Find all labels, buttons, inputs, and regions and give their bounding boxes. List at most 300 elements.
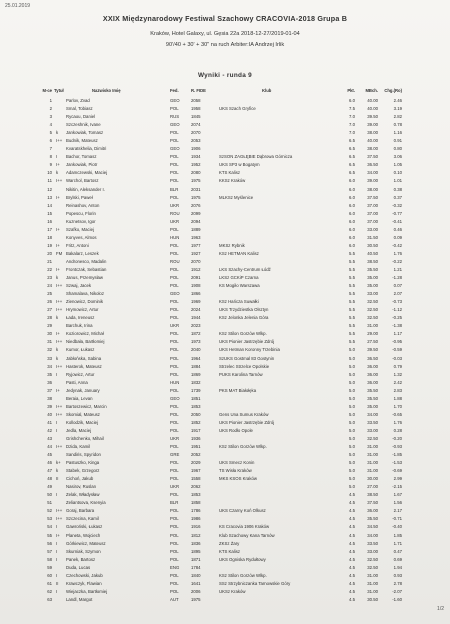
table-row (0, 346, 450, 354)
cell-bh: 30.00 (367, 476, 378, 482)
cell-pts: 5.5 (349, 291, 355, 297)
cell-fed: POL (170, 508, 179, 514)
cell-rank: 35 (47, 371, 52, 377)
cell-pts: 5.5 (349, 339, 355, 345)
table-row (0, 596, 450, 604)
cell-fed: POL (170, 130, 179, 136)
cell-fide: 2080 (191, 170, 201, 176)
cell-name: Zienowicz, Dominik (66, 299, 104, 305)
cell-pts: 6.5 (349, 170, 355, 176)
cell-name: Hrymowicz, Artur (66, 307, 99, 313)
cell-club: Gens Una Sumus Kraków (219, 411, 269, 417)
cell-name: Jankowiak, Piotr (66, 162, 98, 168)
cell-club: KTS Kalisz (219, 548, 241, 554)
table-row (0, 258, 450, 266)
cell-bh: 36.00 (367, 371, 378, 377)
cell-fed: POL (170, 548, 179, 554)
cell-fed: HUN (170, 234, 180, 240)
cell-fed: POL (170, 226, 179, 232)
cell-club: UKS Smecz Konin (219, 460, 255, 466)
cell-rank: 6 (49, 138, 52, 144)
cell-name: Reinashov, Anton (66, 202, 100, 208)
cell-pts: 6.5 (349, 162, 355, 168)
cell-rank: 47 (47, 468, 52, 474)
cell-fide: 1840 (191, 572, 201, 578)
cell-fide: 2091 (191, 275, 201, 281)
cell-name: Janus, Przemysław (66, 275, 104, 281)
cell-club: TS Wisła Kraków (219, 468, 252, 474)
table-row (0, 371, 450, 379)
cell-chg: 1.21 (393, 266, 402, 272)
table-row (0, 564, 450, 572)
cell-fed: POL (170, 162, 179, 168)
table-row (0, 177, 450, 185)
cell-chg: 0.07 (393, 283, 402, 289)
cell-chg: 1.56 (393, 500, 402, 506)
cell-name: Czechowski, Jakub (66, 572, 103, 578)
cell-fide: 1853 (191, 492, 201, 498)
cell-chg: 0.28 (393, 427, 402, 433)
table-row (0, 210, 450, 218)
cell-pts: 6.0 (349, 234, 355, 240)
cell-name: Pastuszko, Kinga (66, 460, 100, 466)
cell-rank: 57 (47, 548, 52, 554)
cell-pts: 5.0 (349, 411, 355, 417)
cell-name: Górkiewicz, Mateusz (66, 540, 106, 546)
cell-bh: 32.50 (367, 299, 378, 305)
cell-fed: POL (170, 138, 179, 144)
cell-fed: ENG (170, 564, 180, 570)
cell-pts: 5.0 (349, 347, 355, 353)
cell-chg: 2.78 (393, 580, 402, 586)
cell-fide: 2074 (191, 122, 201, 128)
cell-fide: 1927 (191, 250, 201, 256)
cell-chg: -1.12 (392, 307, 402, 313)
cell-rank: 20 (47, 250, 52, 256)
col-rank: M-ce (42, 88, 52, 93)
cell-rank: 38 (47, 395, 52, 401)
cell-rank: 2 (49, 106, 52, 112)
cell-bh: 38.00 (367, 146, 378, 152)
cell-bh: 37.00 (367, 210, 378, 216)
cell-rank: 29 (47, 323, 52, 329)
cell-chg: 1.32 (393, 371, 402, 377)
cell-title: I (56, 154, 58, 160)
cell-fide: 1812 (191, 532, 201, 538)
table-row (0, 588, 450, 596)
col-name: Nazwisko Imię (92, 88, 121, 93)
cell-fed: POL (170, 283, 179, 289)
cell-chg: 1.94 (393, 564, 402, 570)
cell-pts: 5.0 (349, 387, 355, 393)
cell-club: UKS Ogniska Rydułtowy (219, 556, 266, 562)
cell-club: UKSz Kraków (219, 588, 246, 594)
table-row (0, 145, 450, 153)
cell-name: Beraia, Levan (66, 395, 93, 401)
cell-pts: 4.5 (349, 548, 355, 554)
cell-rank: 48 (47, 476, 52, 482)
table-row (0, 532, 450, 540)
cell-name: Goraj, Barbara (66, 508, 95, 514)
cell-fide: 2076 (191, 202, 201, 208)
cell-fide: 2024 (191, 307, 201, 313)
cell-name: Kumor, Łukasz (66, 347, 95, 353)
cell-fed: BLR (170, 500, 179, 506)
cell-rank: 5 (49, 130, 52, 136)
cell-pts: 5.0 (349, 476, 355, 482)
cell-rank: 30 (47, 331, 52, 337)
cell-club: UKS Rodło Opole (219, 427, 253, 433)
cell-title: I (56, 492, 58, 498)
cell-club: KSz Hańcza Suwałki (219, 299, 259, 305)
cell-bh: 32.50 (367, 435, 378, 441)
cell-fide: 2031 (191, 186, 201, 192)
cell-bh: 36.00 (367, 508, 378, 514)
cell-fed: POL (170, 315, 179, 321)
cell-rank: 33 (47, 355, 52, 361)
cell-fide: 1975 (191, 178, 201, 184)
cell-bh: 31.00 (367, 588, 378, 594)
cell-name: Planeta, Wojciech (66, 532, 101, 538)
cell-rank: 44 (47, 444, 52, 450)
cell-title: I++ (56, 307, 63, 313)
cell-fide: 2006 (191, 588, 201, 594)
cell-bh: 35.00 (367, 403, 378, 409)
col-chg: Chg.(Ro) (384, 88, 402, 93)
cell-rank: 17 (47, 226, 52, 232)
table-row (0, 314, 450, 322)
table-row (0, 467, 450, 475)
cell-fed: POL (170, 194, 179, 200)
cell-chg: 1.76 (393, 250, 402, 256)
cell-fed: POL (170, 427, 179, 433)
cell-name: Skomial, Mateusz (66, 411, 100, 417)
cell-chg: -2.15 (392, 484, 402, 490)
cell-name: Warchol, Bartosz (66, 178, 99, 184)
table-row (0, 491, 450, 499)
cell-bh: 33.00 (367, 226, 378, 232)
cell-chg: 0.78 (393, 122, 402, 128)
cell-name: Nasirov, Ruslan (66, 484, 97, 490)
cell-chg: 3.06 (393, 154, 402, 160)
table-row (0, 226, 450, 234)
cell-pts: 5.5 (349, 307, 355, 313)
cell-fide: 1934 (191, 154, 201, 160)
cell-fide: 1964 (191, 355, 201, 361)
cell-chg: 2.99 (393, 476, 402, 482)
cell-rank: 4 (49, 122, 52, 128)
cell-chg: -0.93 (392, 444, 402, 450)
cell-chg: 3.19 (393, 106, 402, 112)
cell-rank: 3 (49, 114, 52, 120)
table-row (0, 483, 450, 491)
cell-fed: POL (170, 540, 179, 546)
cell-name: Jedla, Maciej (66, 427, 92, 433)
cell-bh: 33.00 (367, 427, 378, 433)
cell-bh: 29.00 (367, 331, 378, 337)
table-row (0, 161, 450, 169)
table-row (0, 572, 450, 580)
cell-rank: 14 (47, 202, 52, 208)
cell-rank: 49 (47, 484, 52, 490)
cell-fide: 1973 (191, 339, 201, 345)
cell-rank: 13 (47, 194, 52, 200)
cell-fide: 1967 (191, 468, 201, 474)
table-row (0, 298, 450, 306)
cell-bh: 37.00 (367, 218, 378, 224)
cell-name: Fritz, Antoni (66, 242, 89, 248)
cell-rank: 46 (47, 460, 52, 466)
cell-chg: -1.60 (392, 596, 402, 602)
cell-bh: 37.50 (367, 154, 378, 160)
cell-rank: 36 (47, 379, 52, 385)
cell-fide: 2052 (191, 452, 201, 458)
table-row (0, 202, 450, 210)
cell-pts: 7.0 (349, 114, 355, 120)
cell-club: Strzelec Strzelce Opolskie (219, 363, 270, 369)
cell-bh: 32.50 (367, 564, 378, 570)
cell-bh: 34.00 (367, 170, 378, 176)
cell-club: LKS Szachy-Centrum Łódź (219, 266, 271, 272)
cell-fed: UKR (170, 218, 180, 224)
cell-title: I++ (56, 403, 63, 409)
cell-title: I+ (56, 194, 60, 200)
table-row (0, 515, 450, 523)
cell-pts: 4.5 (349, 588, 355, 594)
table-row (0, 290, 450, 298)
cell-bh: 33.00 (367, 291, 378, 297)
cell-name: Adamczewski, Maciej (66, 170, 108, 176)
cell-rank: 40 (47, 411, 52, 417)
cell-bh: 30.50 (367, 596, 378, 602)
cell-rank: 22 (47, 266, 52, 272)
cell-bh: 38.50 (367, 492, 378, 498)
cell-fide: 1852 (191, 419, 201, 425)
cell-fide: 1916 (191, 524, 201, 530)
cell-bh: 31.00 (367, 468, 378, 474)
cell-fed: BLR (170, 186, 179, 192)
table-row (0, 411, 450, 419)
cell-pts: 5.5 (349, 331, 355, 337)
cell-club: KKSz Kraków (219, 178, 246, 184)
cell-pts: 5.0 (349, 452, 355, 458)
cell-pts: 6.0 (349, 218, 355, 224)
cell-chg: -0.59 (392, 347, 402, 353)
col-title: Tytuł (54, 88, 64, 93)
cell-rank: 8 (49, 154, 52, 160)
cell-pts: 6.0 (349, 186, 355, 192)
cell-pts: 6.5 (349, 146, 355, 152)
cell-pts: 4.5 (349, 572, 355, 578)
cell-title: I+ (56, 331, 60, 337)
cell-fide: 2094 (191, 218, 201, 224)
cell-fed: GEO (170, 122, 180, 128)
cell-pts: 4.5 (349, 524, 355, 530)
cell-chg: -2.07 (392, 588, 402, 594)
cell-name: Smal, Tobiasz (66, 106, 93, 112)
cell-club: KSz Jelonka Jelenia Góra (219, 315, 269, 321)
cell-bh: 35.00 (367, 283, 378, 289)
cell-club: UKS Czarny Koń Olkusz (219, 508, 266, 514)
cell-rank: 28 (47, 315, 52, 321)
cell-bh: 34.50 (367, 524, 378, 530)
cell-fed: GEO (170, 291, 180, 297)
cell-fed: GEO (170, 146, 180, 152)
cell-fide: 1871 (191, 556, 201, 562)
cell-rank: 34 (47, 363, 52, 369)
cell-fed: POL (170, 444, 179, 450)
cell-name: Jabłońska, Sabina (66, 355, 102, 361)
cell-fed: UKR (170, 435, 180, 441)
cell-title: I++ (56, 516, 63, 522)
cell-name: Popescu, Florin (66, 210, 96, 216)
cell-fed: GEO (170, 98, 180, 103)
cell-chg: 1.67 (393, 492, 402, 498)
cell-name: Landl, Margot (66, 596, 93, 602)
cell-club: PKS MAT Białołęka (219, 387, 257, 393)
cell-fide: 1558 (191, 476, 201, 482)
cell-chg: -0.22 (392, 258, 402, 264)
cell-pts: 5.0 (349, 427, 355, 433)
cell-chg: 1.71 (393, 540, 402, 546)
cell-rank: 55 (47, 532, 52, 538)
cell-fide: 1977 (191, 242, 201, 248)
cell-fed: POL (170, 331, 179, 337)
cell-bh: 32.50 (367, 307, 378, 313)
cell-bh: 38.50 (367, 258, 378, 264)
cell-fide: 1851 (191, 395, 201, 401)
cell-bh: 39.00 (367, 178, 378, 184)
cell-name: Brylski, Paweł (66, 194, 93, 200)
cell-bh: 31.00 (367, 444, 378, 450)
cell-club: MKSz Rybnik (219, 242, 245, 248)
cell-fide: 1951 (191, 444, 201, 450)
cell-club: LKSz GCKiP Czarna (219, 275, 259, 281)
cell-bh: 35.00 (367, 275, 378, 281)
cell-fide: 2062 (191, 484, 201, 490)
cell-pts: 4.5 (349, 596, 355, 602)
cell-bh: 39.00 (367, 122, 378, 128)
cell-rank: 41 (47, 419, 52, 425)
cell-name: Jankowiak, Tomasz (66, 130, 104, 136)
cell-title: I++ (56, 411, 63, 417)
cell-name: Budnik, Mateusz (66, 138, 98, 144)
cell-fed: POL (170, 419, 179, 425)
cell-club: UKS Hetman Koronny Trzebinia (219, 347, 280, 353)
cell-rank: 16 (47, 218, 52, 224)
cell-fide: 2058 (191, 98, 201, 103)
cell-chg: -0.42 (392, 242, 402, 248)
cell-bh: 40.00 (367, 138, 378, 144)
cell-name: Barchuk, Irina (66, 323, 93, 329)
cell-fed: POL (170, 178, 179, 184)
cell-fed: POL (170, 556, 179, 562)
cell-pts: 5.0 (349, 444, 355, 450)
table-row (0, 330, 450, 338)
cell-fed: POL (170, 468, 179, 474)
cell-fed: POL (170, 299, 179, 305)
cell-title: I+ (56, 266, 60, 272)
cell-name: Frontczak, Sebastian (66, 266, 107, 272)
cell-fed: POL (170, 307, 179, 313)
cell-bh: 31.50 (367, 234, 378, 240)
cell-fide: 2023 (191, 323, 201, 329)
cell-title: I++ (56, 138, 63, 144)
cell-rank: 21 (47, 258, 52, 264)
table-row (0, 169, 450, 177)
cell-pts: 5.0 (349, 379, 355, 385)
cell-fide: 2070 (191, 130, 201, 136)
cell-bh: 33.50 (367, 540, 378, 546)
cell-title: I (56, 540, 58, 546)
cell-fed: POL (170, 572, 179, 578)
cell-fed: UKR (170, 202, 180, 208)
cell-club: ZKSz Żary (219, 540, 240, 546)
cell-chg: -0.73 (392, 299, 402, 305)
cell-bh: 40.00 (367, 98, 378, 103)
cell-title: k (56, 468, 59, 474)
cell-pts: 5.0 (349, 363, 355, 369)
cell-bh: 32.50 (367, 315, 378, 321)
cell-rank: 43 (47, 435, 52, 441)
cell-fide: 1908 (191, 283, 201, 289)
cell-chg: -0.32 (392, 202, 402, 208)
cell-chg: 0.09 (393, 234, 402, 240)
cell-pts: 5.0 (349, 484, 355, 490)
cell-name: Jedynak, January (66, 387, 100, 393)
cell-fed: AUT (170, 596, 179, 602)
cell-fide: 1786 (191, 508, 201, 514)
cell-club: KSz HETMAN Kalisz (219, 250, 259, 256)
cell-pts: 5.5 (349, 250, 355, 256)
cell-rank: 50 (47, 492, 52, 498)
cell-pts: 4.5 (349, 516, 355, 522)
cell-pts: 4.5 (349, 500, 355, 506)
cell-chg: 2.83 (393, 387, 402, 393)
cell-fide: 1952 (191, 162, 201, 168)
cell-name: Kuznetsov, Igor (66, 218, 96, 224)
cell-rank: 39 (47, 403, 52, 409)
cell-club: KSz Stilon Gorzów Wlkp. (219, 444, 267, 450)
cell-club: KS Cracovia 1906 Kraków (219, 524, 270, 530)
cell-pts: 5.5 (349, 258, 355, 264)
cell-bh: 33.50 (367, 419, 378, 425)
cell-rank: 59 (47, 564, 52, 570)
cell-pts: 6.0 (349, 98, 355, 103)
cell-title: I++ (56, 508, 63, 514)
cell-title: I (56, 588, 58, 594)
cell-title: I (56, 524, 58, 530)
time-control-line: 90'/40 + 30' + 30" na ruch Arbiter:IA Andrzej Irlik (165, 42, 285, 48)
cell-fide: 1963 (191, 234, 201, 240)
cell-name: Ryjowicz, Artur (66, 371, 95, 377)
cell-chg: -1.28 (392, 275, 402, 281)
cell-fed: POL (170, 242, 179, 248)
cell-pts: 7.5 (349, 106, 355, 112)
cell-rank: 32 (47, 347, 52, 353)
cell-name: Andronesco, Madalin (66, 258, 107, 264)
cell-fide: 2070 (191, 258, 201, 264)
cell-name: Grishchenko, Mihail (66, 435, 104, 441)
table-row (0, 427, 450, 435)
cell-fed: POL (170, 460, 179, 466)
table-row (0, 282, 450, 290)
cell-chg: 2.07 (393, 291, 402, 297)
cell-title: I (56, 427, 58, 433)
cell-chg: 2.46 (393, 98, 402, 103)
table-row (0, 186, 450, 194)
cell-chg: 0.10 (393, 170, 402, 176)
